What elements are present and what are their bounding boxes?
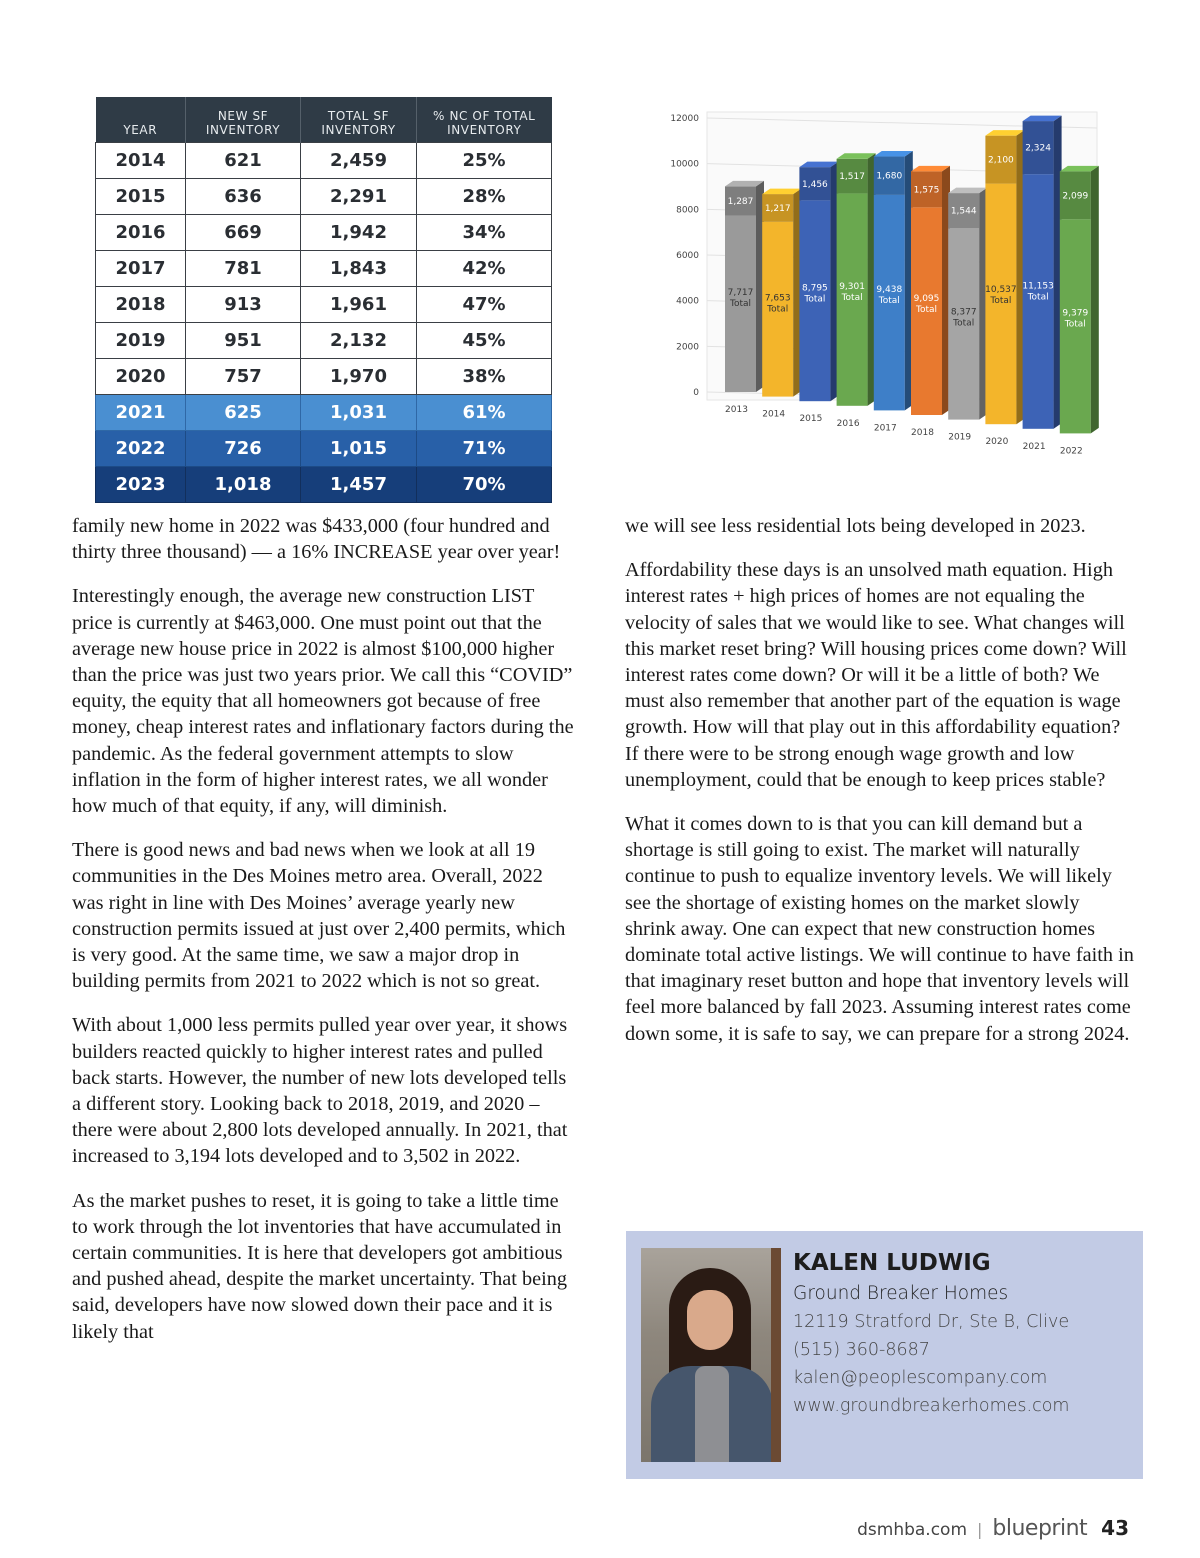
chart-bar-total-label: 8,795 <box>802 283 828 294</box>
paragraph: There is good news and bad news when we look at all 19 communities in the Des Moines metro area. Overall, 2022 was right in line with Des Moines’ average yearly new construction permits issued at just over 2,400 permits, which is very good. At the same time, we saw a major drop in building permits from 2021 to 2022 which is not so great. <box>72 839 566 993</box>
author-bio-box <box>626 1231 1143 1479</box>
chart-bar-top-label: 1,680 <box>876 171 903 182</box>
table-row <box>96 431 552 467</box>
table-body <box>96 143 552 503</box>
table-cell: 2,291 <box>301 179 417 215</box>
table-cell: 1,457 <box>301 467 417 503</box>
chart-bar-total-label: 9,095 <box>913 293 940 304</box>
table-header-row <box>96 97 552 143</box>
table-cell: 45% <box>417 323 552 359</box>
chart-x-tick-label: 2021 <box>1022 441 1046 452</box>
table-cell: 2016 <box>96 215 186 251</box>
chart-y-tick-label: 12000 <box>670 114 699 124</box>
table-cell: 951 <box>186 323 301 359</box>
chart-x-tick-label: 2014 <box>762 409 786 420</box>
chart-bar-total-word: Total <box>841 292 863 303</box>
author-address: 12119 Stratford Dr, Ste B, Clive <box>793 1312 1070 1332</box>
inventory-bar-chart <box>655 100 1115 472</box>
footer-separator: | <box>977 1520 983 1539</box>
table-cell: 621 <box>186 143 301 179</box>
chart-bar-total-label: 7,653 <box>764 293 791 304</box>
table-header-3 <box>417 97 552 143</box>
table-cell: 47% <box>417 287 552 323</box>
chart-bar-top-label: 1,517 <box>839 172 865 183</box>
chart-bar-total-label: 7,717 <box>727 288 754 299</box>
table-cell: 70% <box>417 467 552 503</box>
table-row <box>96 179 552 215</box>
table-row <box>96 359 552 395</box>
chart-bar-total-label: 8,377 <box>950 307 977 318</box>
table-row <box>96 323 552 359</box>
author-photo <box>641 1248 781 1462</box>
table-cell: 1,961 <box>301 287 417 323</box>
chart-bar-total-word: Total <box>990 295 1012 306</box>
article-right-column <box>625 513 1135 1065</box>
page-number: 43 <box>1101 1516 1129 1540</box>
author-company: Ground Breaker Homes <box>793 1283 1009 1304</box>
table-cell: 726 <box>186 431 301 467</box>
footer-site-link[interactable]: dsmhba.com <box>857 1520 968 1540</box>
chart-bar-total-word: Total <box>1064 319 1086 330</box>
table-cell: 2018 <box>96 287 186 323</box>
table-cell: 25% <box>417 143 552 179</box>
table-cell: 2022 <box>96 431 186 467</box>
chart-y-tick-label: 10000 <box>670 159 699 170</box>
table-cell: 2020 <box>96 359 186 395</box>
chart-bar-top-label: 2,324 <box>1025 143 1051 154</box>
table-row <box>96 395 552 431</box>
chart-bar-top-label: 1,575 <box>913 185 940 196</box>
table-cell: 913 <box>186 287 301 323</box>
table-cell: 781 <box>186 251 301 287</box>
author-website-link[interactable]: www.groundbreakerhomes.com <box>793 1396 1070 1416</box>
chart-y-tick-label: 6000 <box>676 251 699 261</box>
chart-bar-top-label: 1,456 <box>802 179 828 190</box>
table-header-line: INVENTORY <box>321 123 396 137</box>
magazine-logo: blueprint <box>992 1516 1088 1541</box>
table-header-line: NEW SF <box>217 109 269 123</box>
chart-x-tick-label: 2015 <box>799 414 823 425</box>
chart-bar-total-label: 9,438 <box>876 284 903 295</box>
chart-bar-total-word: Total <box>729 299 752 310</box>
paragraph: Affordability these days is an unsolved math equation. High interest rates + high prices of homes are not equaling the velocity of sales that we would like to see. What changes will this market reset bring? Will housing prices come down? Will interest rates come down? Or will it be a little of both? We must also remember that another part of the equation is wage growth. How will that play out in this affordability equation? If there were to be strong enough wage growth and low unemployment, could that be enough to keep prices stable? <box>625 559 1127 791</box>
chart-x-tick-label: 2017 <box>873 423 897 434</box>
table-cell: 2,132 <box>301 323 417 359</box>
table-header-line: INVENTORY <box>205 123 281 137</box>
chart-bar-total-word: Total <box>1027 292 1049 303</box>
table-header-line: % NC OF TOTAL <box>433 109 536 123</box>
table-cell: 1,970 <box>301 359 417 395</box>
paragraph: Interestingly enough, the average new construction LIST price is currently at $463,000. One must point out that the average new house price in 2022 is almost $100,000 higher than the price was just two years prior. We call this “COVID” equity, the equity that all homeowners got because of free money, cheap interest rates and inflationary factors during the pandemic. As the federal government attempts to slow inflation in the form of higher interest rates, we all wonder how much of that equity, if any, will diminish. <box>72 585 574 818</box>
table-cell: 2023 <box>96 467 186 503</box>
table-cell: 1,018 <box>186 467 301 503</box>
chart-bar-total-label: 9,301 <box>839 281 865 292</box>
table-header-1 <box>186 97 301 143</box>
page-footer <box>857 1516 1129 1546</box>
table-header-line: TOTAL SF <box>327 109 390 123</box>
paragraph: As the market pushes to reset, it is going to take a little time to work through the lot inventories that have accumulated in certain communities. It is here that developers got ambitious and pushed ahead, despite the market uncertainty. That being said, developers have now slowed down their pace and it is likely that <box>72 1189 568 1343</box>
table-cell: 757 <box>186 359 301 395</box>
table-row <box>96 467 552 503</box>
chart-x-tick-label: 2022 <box>1059 446 1083 457</box>
table-header-line: YEAR <box>123 123 158 137</box>
chart-y-tick-label: 4000 <box>676 296 699 307</box>
table-row <box>96 287 552 323</box>
chart-x-tick-label: 2016 <box>836 418 860 429</box>
chart-bar-total-word: Total <box>878 295 900 306</box>
table-row <box>96 251 552 287</box>
chart-bar-top-label: 2,099 <box>1062 191 1089 202</box>
table-cell: 1,031 <box>301 395 417 431</box>
chart-bar-total-word: Total <box>767 304 789 315</box>
chart-bar-top-label: 1,544 <box>950 206 977 217</box>
chart-x-tick-label: 2018 <box>911 428 934 438</box>
chart-bar-top-label: 2,100 <box>988 155 1014 166</box>
table-cell: 636 <box>186 179 301 215</box>
inventory-table <box>95 97 552 503</box>
chart-bar-top-label: 1,287 <box>727 197 754 208</box>
table-row <box>96 143 552 179</box>
table-header-0 <box>96 97 186 143</box>
chart-x-tick-label: 2019 <box>948 432 972 443</box>
chart-bar-top-label: 1,217 <box>764 203 791 214</box>
chart-x-tick-label: 2020 <box>985 437 1009 448</box>
table-row <box>96 215 552 251</box>
table-cell: 1,942 <box>301 215 417 251</box>
paragraph: With about 1,000 less permits pulled year over year, it shows builders reacted quickly to higher interest rates and pulled back starts. However, the number of new lots developed tells a different story. Looking back to 2018, 2019, and 2020 – there were about 2,800 lots developed annually. In 2021, that increased to 3,194 lots developed and to 3,502 in 2022. <box>72 1014 568 1168</box>
table-header-2 <box>301 97 417 143</box>
author-email-link[interactable]: kalen@peoplescompany.com <box>793 1368 1048 1388</box>
paragraph: What it comes down to is that you can kill demand but a shortage is still going to exist. The market will naturally continue to push to equalize inventory levels. We will likely see the shortage of existing homes on the market slowly shrink away. One can expect that new construction homes dominate total active listings. We will continue to have faith in that imaginary reset button and hope that inventory levels will feel more balanced by fall 2023. Assuming interest rates come down some, it is safe to say, we can prepare for a strong 2024. <box>625 813 1134 1045</box>
paragraph: family new home in 2022 was $433,000 (four hundred and thirty three thousand) — a 16% INCREASE year over year! <box>72 515 561 564</box>
table-cell: 2021 <box>96 395 186 431</box>
article-left-column <box>72 513 578 1363</box>
table-cell: 625 <box>186 395 301 431</box>
table-cell: 28% <box>417 179 552 215</box>
table-cell: 2019 <box>96 323 186 359</box>
author-name: KALEN LUDWIG <box>793 1250 991 1276</box>
table-cell: 61% <box>417 395 552 431</box>
table-cell: 669 <box>186 215 301 251</box>
chart-bar-side <box>1091 166 1099 434</box>
table-cell: 71% <box>417 431 552 467</box>
chart-y-tick-label: 2000 <box>676 342 699 353</box>
paragraph: we will see less residential lots being developed in 2023. <box>625 515 1086 537</box>
chart-bar-total-label: 11,153 <box>1022 281 1054 292</box>
table-cell: 42% <box>417 251 552 287</box>
table-cell: 1,843 <box>301 251 417 287</box>
chart-bar-total-label: 9,379 <box>1062 308 1089 319</box>
table-cell: 2,459 <box>301 143 417 179</box>
table-cell: 1,015 <box>301 431 417 467</box>
table-header-line: INVENTORY <box>447 123 522 137</box>
table-cell: 2014 <box>96 143 186 179</box>
chart-bar-total-word: Total <box>953 318 975 329</box>
table-cell: 38% <box>417 359 552 395</box>
table-cell: 2017 <box>96 251 186 287</box>
table-cell: 34% <box>417 215 552 251</box>
chart-y-tick-label: 0 <box>693 388 699 398</box>
chart-y-tick-label: 8000 <box>676 205 699 216</box>
table-cell: 2015 <box>96 179 186 215</box>
chart-bar-total-word: Total <box>804 294 826 305</box>
chart-x-tick-label: 2013 <box>725 405 748 415</box>
chart-bar-total-label: 10,537 <box>985 284 1017 295</box>
author-phone[interactable]: (515) 360-8687 <box>793 1340 930 1360</box>
chart-bar-total-word: Total <box>915 304 938 315</box>
